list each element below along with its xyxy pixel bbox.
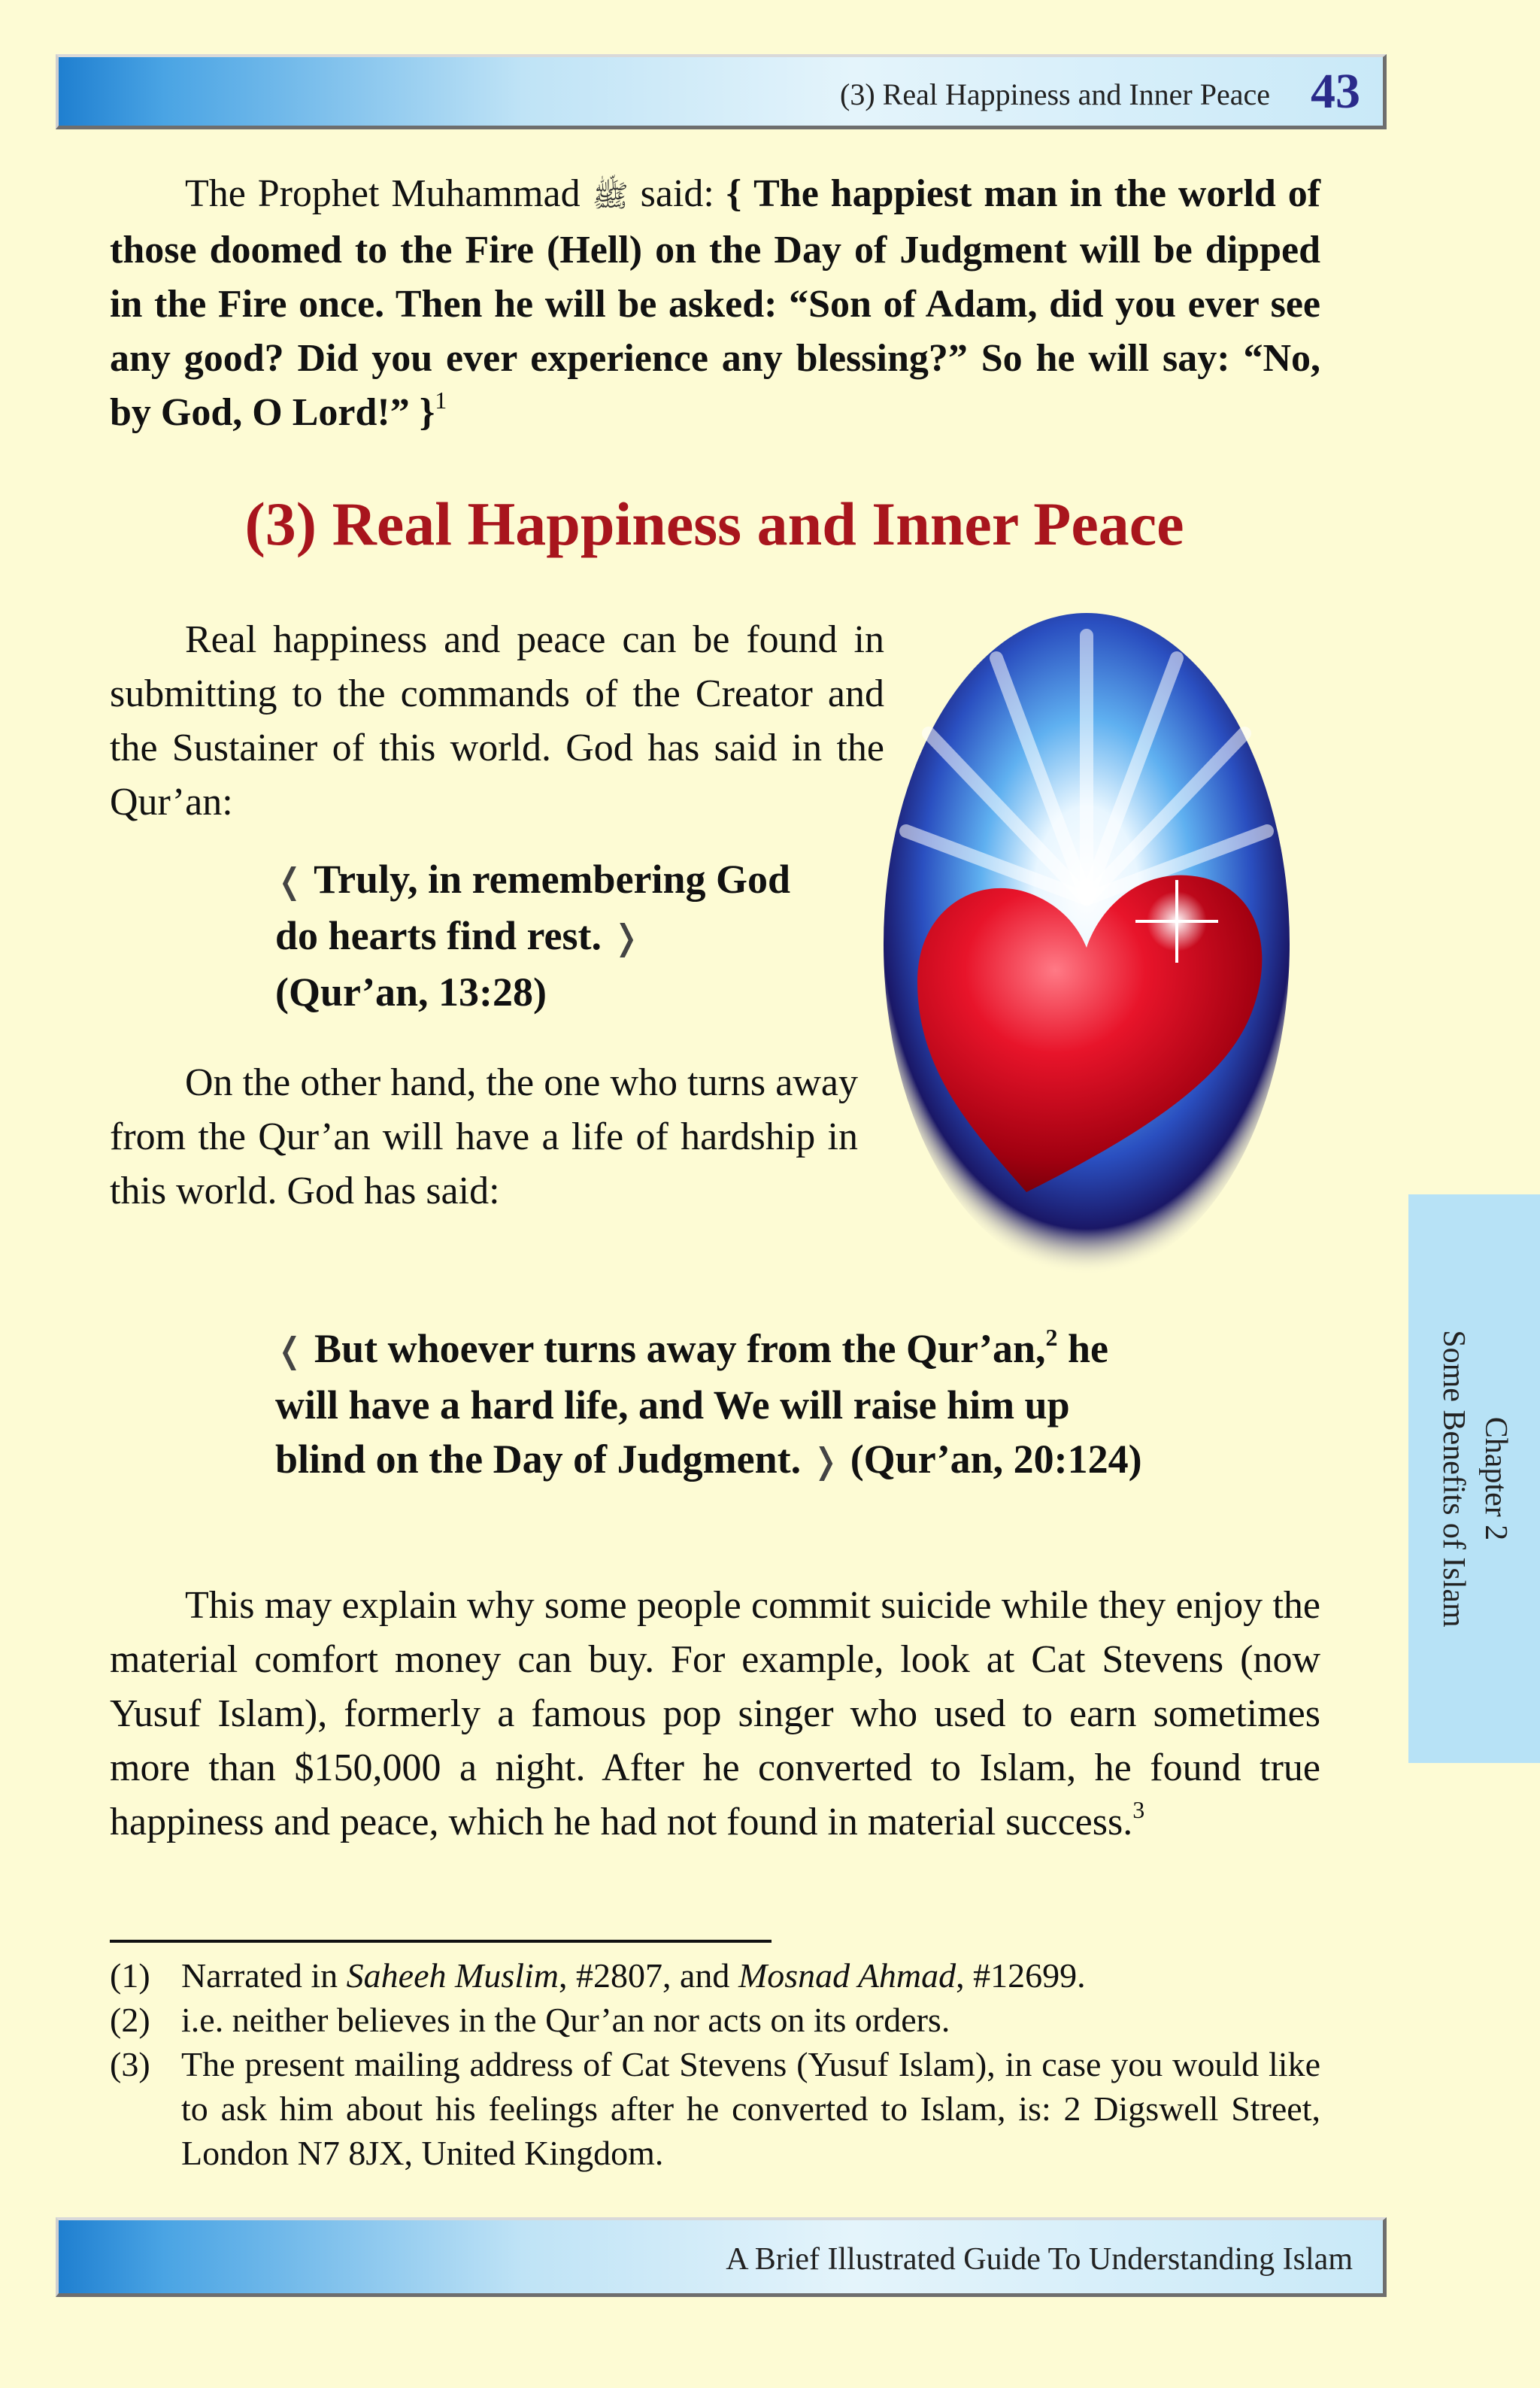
chapter-title: Some Benefits of Islam (1435, 1330, 1471, 1628)
intro-prefix: The Prophet Muhammad (185, 172, 581, 215)
quote-2-text-b: he will have a hard life, and We will raise him up blind on the Day of Judgment. (275, 1326, 1108, 1482)
footnote-number: (2) (110, 2001, 150, 2039)
footnote-1-pre: Narrated in (181, 1956, 347, 1995)
quote-2-text-a: But whoever turns away from the Qur’an, (314, 1326, 1046, 1371)
quote-2-open-bracket: ❬ (275, 1331, 305, 1370)
heart-illustration (876, 605, 1297, 1282)
heart-icon (876, 605, 1297, 1282)
footnote-ref-3: 3 (1132, 1796, 1145, 1823)
footnote-2 (110, 1998, 1320, 2042)
footnote-1-post: , #12699. (956, 1956, 1086, 1995)
footnote-1-source-1: Saheeh Muslim (346, 1956, 559, 1995)
quote-close-bracket: ❭ (611, 918, 641, 957)
footnote-1-mid: , #2807, and (559, 1956, 738, 1995)
running-head: (3) Real Happiness and Inner Peace (840, 77, 1270, 111)
footnote-ref-1: 1 (435, 387, 447, 414)
quote-1-text: Truly, in remembering God do hearts find rest. (275, 857, 791, 958)
quote-2-citation: (Qur’an, 20:124) (850, 1437, 1142, 1482)
paragraph-1-text: Real happiness and peace can be found in submitting to the commands of the Creator and the Sustainer of this world. God has said in the Qur’an: (110, 618, 884, 824)
section-heading: (3) Real Happiness and Inner Peace (244, 490, 1184, 558)
footnote-1 (110, 1953, 1320, 1998)
chapter-side-label (1432, 1330, 1517, 1627)
footnote-2-text: i.e. neither believes in the Qur’an nor acts on its orders. (181, 2001, 950, 2039)
footnote-1-source-2: Mosnad Ahmad (738, 1956, 956, 1995)
quote-open-bracket: ❬ (275, 862, 305, 900)
paragraph-2-text: On the other hand, the one who turns away from the Qur’an will have a life of hardship in this world. God has said: (110, 1061, 858, 1212)
paragraph-3-text: This may explain why some people commit suicide while they enjoy the material comfort money can buy. For example, look at Cat Stevens (now Yusuf Islam), formerly a famous pop singer who used to earn sometimes more than $150,000 a night. After he converted to Islam, he found true happiness and peace, which he had not found in material success. (110, 1584, 1320, 1843)
quote-1-citation: (Qur’an, 13:28) (275, 969, 547, 1015)
quran-quote-1 (275, 852, 802, 1019)
close-brace: } (419, 391, 435, 434)
chapter-side-tab (1408, 1194, 1540, 1763)
hadith-text: The happiest man in the world of those doomed to the Fire (Hell) on the Day of Judgment will be dipped in the Fire once. Then he will be asked: “Son of Adam, did you ever see any good? Did you ever experience any blessing?” So he will say: “No, by God, O Lord!” (110, 172, 1321, 434)
header-band (56, 54, 1387, 129)
footnote-3-text: The present mailing address of Cat Stevens (Yusuf Islam), in case you would like to ask him about his feelings after he converted to Islam, is: 2 Digswell Street, London N7 8JX, United Kingdom. (181, 2045, 1320, 2172)
footnote-3 (110, 2042, 1320, 2175)
intro-paragraph (110, 167, 1320, 440)
open-brace: { (726, 172, 742, 215)
salla-symbol: ﷺ (592, 179, 629, 213)
footnote-ref-2: 2 (1045, 1324, 1058, 1351)
footer-band (56, 2217, 1387, 2297)
footnotes (110, 1953, 1320, 2175)
footnote-number: (1) (110, 1956, 150, 1995)
book-title: A Brief Illustrated Guide To Understanding Islam (726, 2242, 1353, 2277)
quote-2-close-bracket: ❭ (811, 1442, 841, 1480)
footnote-number: (3) (110, 2045, 150, 2083)
quran-quote-2 (275, 1321, 1163, 1488)
paragraph-3 (110, 1579, 1320, 1849)
chapter-number: Chapter 2 (1478, 1416, 1513, 1541)
paragraph-1 (110, 613, 884, 830)
page-number: 43 (1311, 64, 1360, 119)
paragraph-2 (110, 1056, 858, 1218)
footnote-divider (110, 1940, 772, 1943)
intro-said: said: (640, 172, 714, 215)
